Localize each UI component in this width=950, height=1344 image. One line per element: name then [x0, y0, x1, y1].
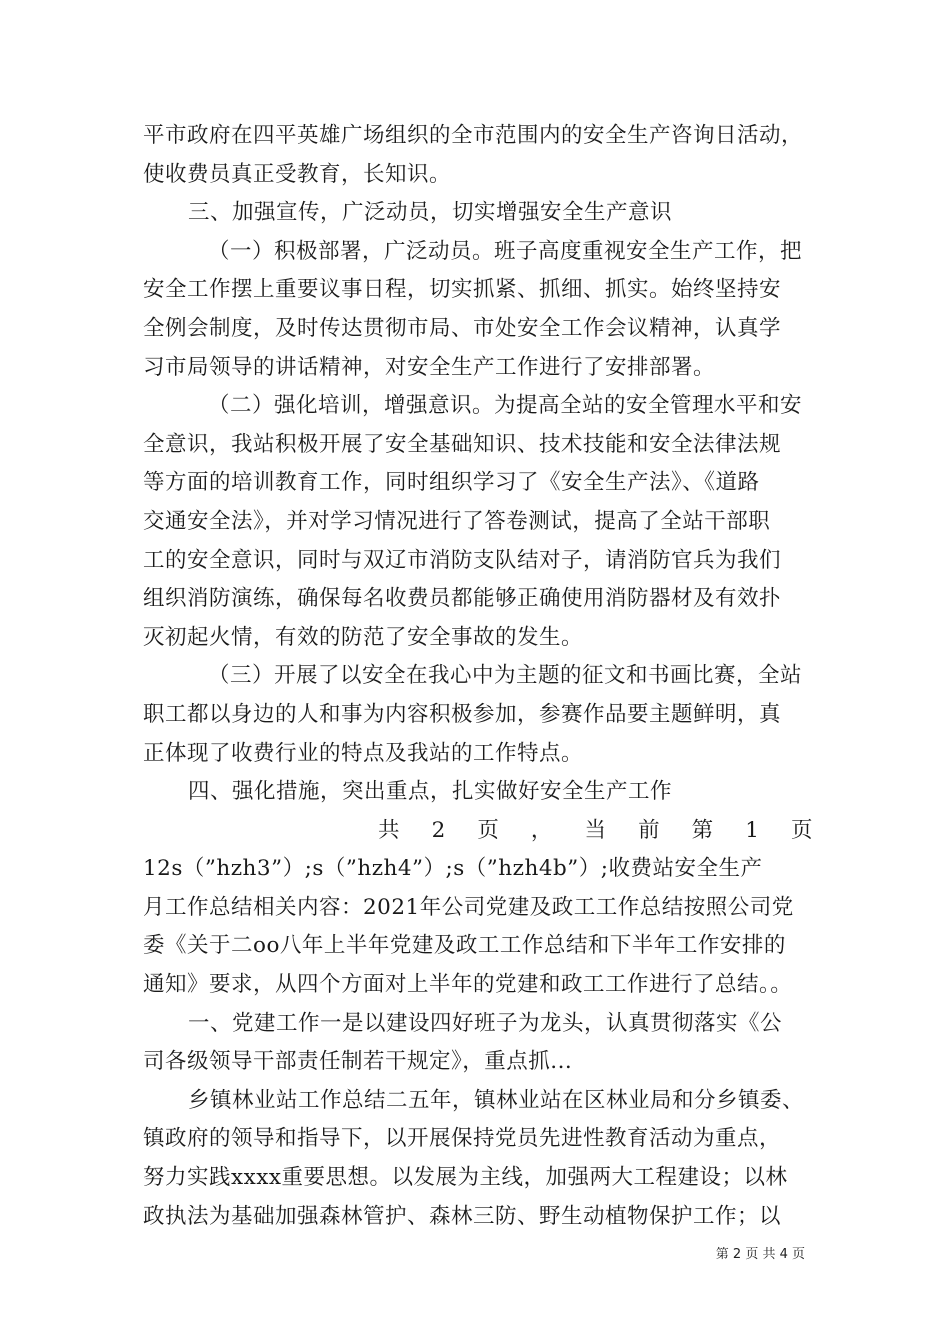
body-line: 司各级领导干部责任制若干规定》，重点抓... [143, 1049, 573, 1075]
body-line: 镇政府的领导和指导下，以开展保持党员先进性教育活动为重点， [143, 1126, 782, 1152]
body-line: （二）强化培训，增强意识。为提高全站的安全管理水平和安 [208, 393, 803, 419]
section-heading: 四、强化措施，突出重点，扎实做好安全生产工作 [188, 779, 673, 805]
pager-token: 前 [638, 817, 661, 843]
pager-token: 2 [431, 817, 446, 843]
body-line: 交通安全法》，并对学习情况进行了答卷测试，提高了全站干部职 [143, 508, 771, 534]
pager-token: 页 [477, 817, 500, 843]
body-line: 一、党建工作一是以建设四好班子为龙头，认真贯彻落实《公 [188, 1010, 783, 1036]
body-line: 乡镇林业站工作总结二五年，镇林业站在区林业局和分乡镇委、 [188, 1087, 805, 1113]
body-line: 正体现了收费行业的特点及我站的工作特点。 [143, 740, 584, 766]
section-heading: 三、加强宣传，广泛动员，切实增强安全生产意识 [188, 200, 673, 226]
body-line: 通知》要求，从四个方面对上半年的党建和政工工作进行了总结。。 [143, 972, 793, 998]
pager-token: 共 [378, 817, 401, 843]
body-line: 工的安全意识，同时与双辽市消防支队结对子，请消防官兵为我们 [143, 547, 782, 573]
pager-token: 当 [584, 817, 607, 843]
page-footer-number: 第 2 页 共 4 页 [715, 1247, 805, 1262]
inline-page-indicator [143, 812, 813, 851]
body-line: 全意识，我站积极开展了安全基础知识、技术技能和安全法律法规 [143, 431, 782, 457]
body-line: 等方面的培训教育工作，同时组织学习了《安全生产法》、《道路 [143, 470, 760, 496]
body-line: 全例会制度，及时传达贯彻市局、市处安全工作会议精神，认真学 [143, 315, 782, 341]
body-line: 习市局领导的讲话精神，对安全生产工作进行了安排部署。 [143, 354, 716, 380]
pager-token: 第 [691, 817, 714, 843]
body-line: 使收费员真正受教育，长知识。 [143, 161, 452, 187]
body-line: 委《关于二oo八年上半年党建及政工工作总结和下半年工作安排的 [143, 933, 786, 959]
body-line: 职工都以身边的人和事为内容积极参加，参赛作品要主题鲜明，真 [143, 701, 782, 727]
body-line: 灭初起火情，有效的防范了安全事故的发生。 [143, 624, 584, 650]
body-line: 政执法为基础加强森林管护、森林三防、野生动植物保护工作；以 [143, 1203, 782, 1229]
document-body [143, 117, 813, 1236]
body-line: （三）开展了以安全在我心中为主题的征文和书画比赛，全站 [208, 663, 803, 689]
pager-token: 1 [745, 817, 760, 843]
pager-token: 页 [790, 817, 813, 843]
pager-token: ， [530, 817, 553, 843]
body-line: 安全工作摆上重要议事日程，切实抓紧、抓细、抓实。始终坚持安 [143, 277, 782, 303]
body-line: （一）积极部署，广泛动员。班子高度重视安全生产工作，把 [208, 238, 803, 264]
body-line: 努力实践xxxx重要思想。以发展为主线，加强两大工程建设；以林 [143, 1165, 788, 1191]
body-line: 月工作总结相关内容：2021年公司党建及政工工作总结按照公司党 [143, 894, 794, 920]
body-line: 12s（”hzh3”）;s（”hzh4”）;s（”hzh4b”）;收费站安全生产 [143, 856, 763, 882]
body-line: 平市政府在四平英雄广场组织的全市范围内的安全生产咨询日活动， [143, 123, 804, 148]
body-line: 组织消防演练，确保每名收费员都能够正确使用消防器材及有效扑 [143, 586, 782, 612]
